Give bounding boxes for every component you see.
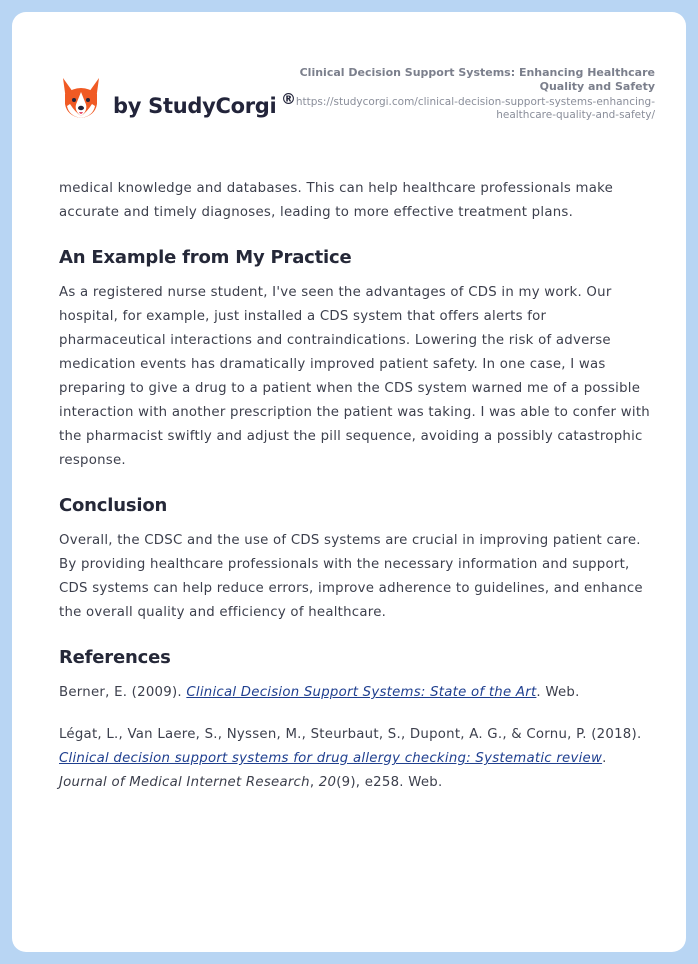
document-url[interactable]: https://studycorgi.com/clinical-decision-support-systems-enhancing-healthcare-quality-and-safety/ bbox=[295, 96, 655, 121]
corgi-icon bbox=[61, 76, 101, 122]
reference-volume: 20 bbox=[318, 775, 337, 790]
example-paragraph: As a registered nurse student, I've seen the advantages of CDS in my work. Our hospital, for example, just installed a CDS system that offers alerts for pharmaceutical interactions and contraindications. Lowering the risk of adverse medication events has dramatically improved patient safety. In one case, I was preparing to give a drug to a patient when the CDS system warned me of a possible interaction with another prescription the patient was taking. I was able to confer with the pharmacist swiftly and adjust the pill sequence, avoiding a possibly catastrophic response. bbox=[59, 285, 650, 468]
references-heading: References bbox=[59, 647, 171, 668]
reference-authors: Légat, L., Van Laere, S., Nyssen, M., Steurbaut, S., Dupont, A. G., & Cornu, P. (2018). bbox=[59, 727, 642, 742]
reference-authors: Berner, E. (2009). bbox=[59, 685, 187, 700]
document-body bbox=[59, 177, 655, 795]
conclusion-paragraph: Overall, the CDSC and the use of CDS systems are crucial in improving patient care. By providing healthcare professionals with the necessary information and support, CDS systems can help reduce errors, improve adherence to guidelines, and enhance the overall quality and efficiency of healthcare. bbox=[59, 533, 643, 620]
document-page bbox=[12, 12, 686, 952]
reference-separator: . bbox=[602, 751, 607, 766]
reference-item bbox=[59, 681, 655, 705]
brand-name: by StudyCorgi bbox=[113, 94, 277, 118]
reference-suffix: . Web. bbox=[536, 685, 580, 700]
reference-suffix: (9), e258. Web. bbox=[336, 775, 443, 790]
reference-item bbox=[59, 723, 655, 795]
section-heading-example: An Example from My Practice bbox=[59, 247, 352, 268]
reference-separator: , bbox=[309, 775, 319, 790]
section-heading-conclusion: Conclusion bbox=[59, 495, 168, 516]
header-meta bbox=[295, 66, 655, 122]
reference-link[interactable]: Clinical Decision Support Systems: State of the Art bbox=[186, 685, 537, 700]
intro-paragraph: medical knowledge and databases. This can help healthcare professionals make accurate and timely diagnoses, leading to more effective treatment plans. bbox=[59, 181, 614, 220]
document-title: Clinical Decision Support Systems: Enhancing Healthcare Quality and Safety bbox=[299, 66, 655, 93]
reference-journal: Journal of Medical Internet Research bbox=[59, 775, 310, 790]
reference-link[interactable]: Clinical decision support systems for drug allergy checking: Systematic review bbox=[59, 751, 603, 766]
registered-mark: ® bbox=[281, 90, 296, 108]
